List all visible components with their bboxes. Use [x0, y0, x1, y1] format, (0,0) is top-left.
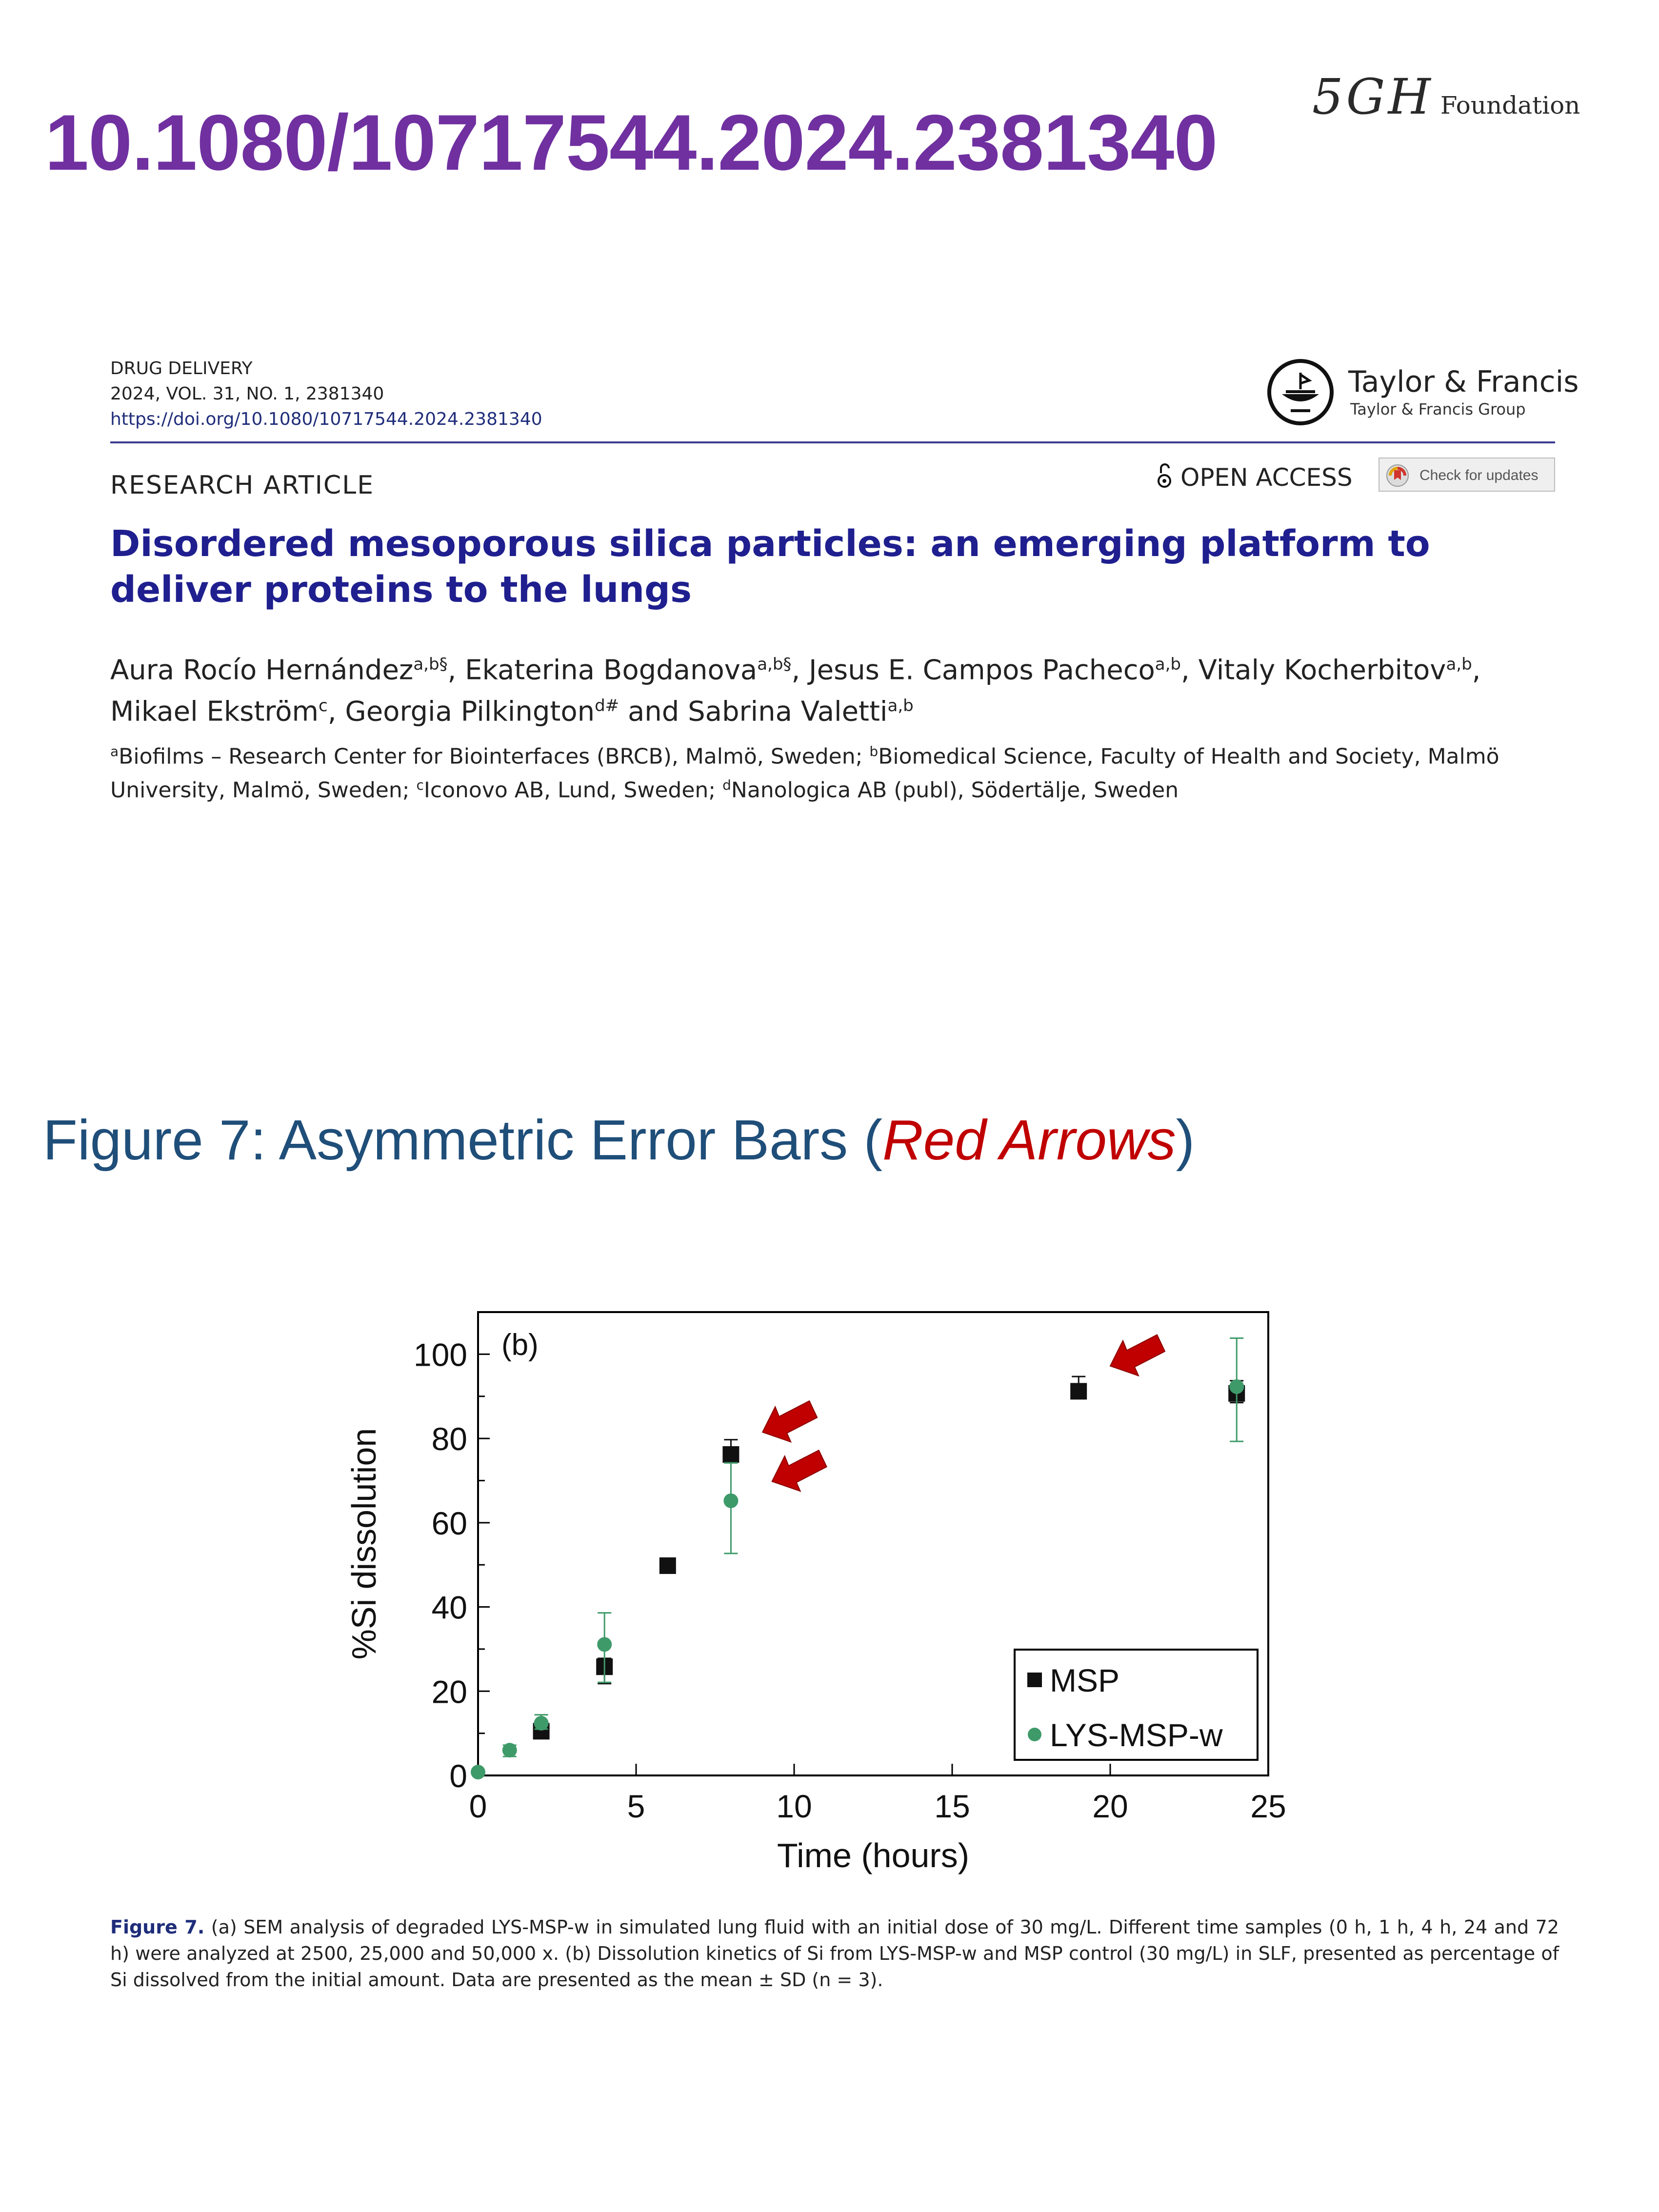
author-separator: , [447, 654, 465, 686]
publisher-emblem-icon [1266, 358, 1335, 426]
author-name: Jesus E. Campos Pacheco [809, 654, 1155, 686]
lys-msp-w-point [534, 1716, 549, 1731]
y-axis-label: %Si dissolution [345, 1428, 383, 1660]
author-affiliation-mark: a,b§ [757, 655, 792, 674]
author-affiliation-mark: a,b [1446, 655, 1472, 674]
author-affiliation-mark: a,b [1155, 655, 1181, 674]
author-separator: , [1181, 654, 1199, 686]
foundation-logo [1312, 68, 1580, 125]
y-tick-label: 100 [413, 1336, 467, 1373]
article-title: Disordered mesoporous silica particles: an emerging platform to deliver proteins to the lungs [110, 523, 1430, 611]
legend-entry: LYS-MSP-w [1050, 1717, 1223, 1753]
author-affiliation-mark: a,b§ [413, 655, 448, 674]
figure-heading-suffix: ) [1176, 1108, 1195, 1172]
legend-swatch-msp [1027, 1673, 1042, 1687]
publisher-group: Taylor & Francis Group [1350, 400, 1526, 418]
affiliation-text: Iconovo AB, Lund, Sweden; [423, 777, 723, 803]
y-tick-label: 80 [431, 1421, 467, 1457]
figure-heading-prefix: Figure 7: Asymmetric Error Bars ( [43, 1108, 882, 1172]
affiliation-key: a [110, 743, 119, 759]
affiliation-text: Nanologica AB (publ), Södertälje, Sweden [731, 777, 1179, 803]
author-separator: , [327, 696, 345, 728]
author-affiliation-mark: a,b [887, 696, 914, 716]
panel-label: (b) [501, 1328, 539, 1362]
doi-banner: 10.1080/10717544.2024.2381340 [45, 99, 1218, 187]
check-updates-button[interactable] [1379, 458, 1555, 492]
author-name: Georgia Pilkington [345, 696, 595, 728]
article-type: RESEARCH ARTICLE [110, 471, 375, 500]
author-name: Sabrina Valetti [688, 696, 888, 728]
lys-msp-w-point [723, 1494, 738, 1508]
affiliation-key: d [722, 777, 731, 793]
affiliation-text: Biofilms – Research Center for Biointerfaces (BRCB), Malmö, Sweden; [119, 744, 870, 769]
foundation-logo-mark: 5GH [1312, 68, 1434, 125]
lys-msp-w-point [1229, 1379, 1244, 1394]
msp-point [660, 1557, 676, 1574]
foundation-logo-word: Foundation [1440, 91, 1580, 120]
x-tick-label: 5 [627, 1788, 645, 1824]
chart-legend [1015, 1650, 1258, 1760]
caption-text: (a) SEM analysis of degraded LYS-MSP-w in simulated lung fluid with an initial dose of 30 mg/L. Different time samples (0 h, 1 h, 4 h, 24 and 72 h) were analyzed at 2500, 25,000 and 50,000 x. (b) Dissolution kinetics of Si from LYS-MSP-w and MSP control (30 mg/L) in SLF, presented as percentage of Si dissolved from the initial amount. Data are presented as the mean ± SD (n = 3). [110, 1916, 1559, 1991]
open-access-badge [1157, 462, 1353, 492]
author-name: Ekaterina Bogdanova [465, 654, 758, 686]
y-tick-label: 60 [431, 1505, 467, 1541]
affiliation-text: Biomedical Science, Faculty of Health and Society, Malmö University, Malmö, Sweden; [110, 744, 1499, 803]
red-arrow-icon [1110, 1335, 1165, 1376]
journal-name: DRUG DELIVERY [110, 359, 253, 379]
author-separator: and [619, 696, 688, 728]
red-arrow-icon [772, 1450, 827, 1491]
check-updates-label: Check for updates [1419, 467, 1539, 483]
open-access-lock-icon [1157, 462, 1172, 490]
figure-caption [110, 1914, 1559, 1993]
figure-heading [43, 1107, 1195, 1173]
dissolution-chart [322, 1288, 1307, 1907]
x-tick-label: 0 [469, 1788, 487, 1824]
author-separator: , [791, 654, 809, 686]
publisher-name: Taylor & Francis [1348, 365, 1579, 399]
author-name: Vitaly Kocherbitov [1198, 654, 1446, 686]
legend-swatch-lys-msp-w [1028, 1728, 1041, 1741]
affiliation-key: c [416, 777, 424, 793]
y-tick-label: 20 [431, 1674, 467, 1710]
legend-entry: MSP [1050, 1662, 1120, 1698]
author-affiliation-mark: c [319, 696, 328, 716]
lys-msp-w-point [597, 1637, 612, 1652]
y-tick-label: 0 [449, 1758, 467, 1794]
figure-heading-highlight: Red Arrows [882, 1108, 1176, 1172]
lys-msp-w-point [502, 1743, 517, 1757]
author-list [110, 647, 1554, 729]
affiliation-key: b [869, 743, 879, 759]
doi-link[interactable]: https://doi.org/10.1080/10717544.2024.2381340 [110, 409, 542, 429]
author-name: Aura Rocío Hernández [110, 654, 414, 686]
x-axis-label: Time (hours) [777, 1836, 970, 1874]
affiliation-list [110, 737, 1554, 804]
x-tick-label: 25 [1250, 1788, 1286, 1824]
x-tick-label: 20 [1092, 1788, 1128, 1824]
check-updates-icon [1385, 463, 1410, 488]
msp-point [1070, 1383, 1087, 1399]
x-tick-label: 15 [934, 1788, 970, 1824]
red-arrow-icon [762, 1401, 817, 1442]
journal-info [110, 356, 542, 432]
author-affiliation-mark: d# [595, 696, 620, 716]
caption-label: Figure 7. [110, 1916, 205, 1938]
journal-issue: 2024, VOL. 31, NO. 1, 2381340 [110, 384, 384, 404]
x-tick-label: 10 [776, 1788, 812, 1824]
header-divider [110, 441, 1555, 443]
lys-msp-w-point [471, 1765, 485, 1779]
open-access-label: OPEN ACCESS [1180, 463, 1353, 492]
y-tick-label: 40 [431, 1589, 467, 1626]
msp-point [722, 1446, 739, 1463]
author-separator: , [1472, 654, 1481, 686]
author-name: Mikael Ekström [110, 696, 319, 728]
